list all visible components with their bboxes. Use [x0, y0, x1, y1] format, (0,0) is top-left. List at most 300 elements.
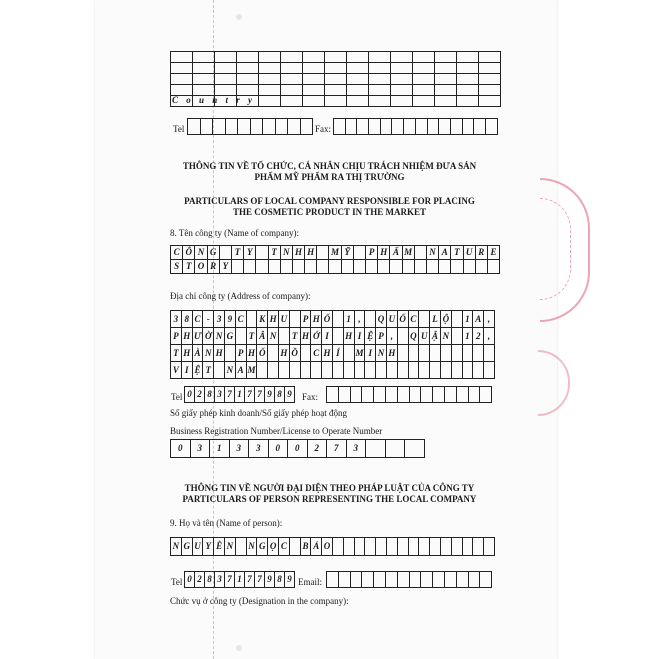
- letter-box[interactable]: 8: [205, 387, 215, 403]
- letter-box[interactable]: [480, 572, 492, 588]
- letter-box[interactable]: R: [208, 260, 220, 274]
- letter-box[interactable]: I: [182, 362, 193, 379]
- letter-box[interactable]: [236, 538, 247, 556]
- letter-box[interactable]: 0: [288, 440, 308, 458]
- letter-box[interactable]: ,: [484, 328, 495, 345]
- letter-box[interactable]: [479, 63, 501, 74]
- letter-box[interactable]: [281, 260, 293, 274]
- letter-box[interactable]: A: [439, 246, 451, 260]
- letter-box[interactable]: H: [322, 345, 333, 362]
- letter-box[interactable]: [325, 63, 347, 74]
- letter-box[interactable]: R: [476, 246, 488, 260]
- letter-box[interactable]: [247, 311, 258, 328]
- letter-box[interactable]: 9: [285, 387, 295, 403]
- letter-box[interactable]: [303, 74, 325, 85]
- letter-box[interactable]: [256, 246, 268, 260]
- tel-field-empty[interactable]: [187, 118, 313, 135]
- letter-box[interactable]: 7: [225, 387, 235, 403]
- letter-box[interactable]: [279, 328, 290, 345]
- letter-box[interactable]: 9: [225, 311, 236, 328]
- letter-box[interactable]: [386, 440, 406, 458]
- letter-box[interactable]: N: [376, 345, 387, 362]
- letter-box[interactable]: [398, 345, 409, 362]
- letter-box[interactable]: [430, 362, 441, 379]
- person-tel-field[interactable]: [184, 571, 295, 588]
- letter-box[interactable]: [369, 119, 381, 135]
- letter-box[interactable]: [201, 119, 214, 135]
- letter-box[interactable]: T: [290, 328, 301, 345]
- letter-box[interactable]: [473, 345, 484, 362]
- letter-box[interactable]: [445, 572, 457, 588]
- letter-box[interactable]: [259, 96, 281, 107]
- letter-box[interactable]: H: [301, 328, 312, 345]
- letter-box[interactable]: T: [203, 362, 214, 379]
- letter-box[interactable]: [473, 538, 484, 556]
- letter-box[interactable]: [351, 572, 363, 588]
- letter-box[interactable]: [215, 63, 237, 74]
- letter-box[interactable]: H: [247, 345, 258, 362]
- letter-box[interactable]: [374, 572, 386, 588]
- letter-box[interactable]: [327, 387, 339, 403]
- letter-box[interactable]: [333, 362, 344, 379]
- letter-box[interactable]: H: [214, 345, 225, 362]
- letter-box[interactable]: [451, 119, 463, 135]
- letter-box[interactable]: [452, 345, 463, 362]
- letter-box[interactable]: [479, 96, 501, 107]
- letter-box[interactable]: [259, 74, 281, 85]
- letter-box[interactable]: Ệ: [365, 328, 376, 345]
- letter-box[interactable]: 1: [235, 387, 245, 403]
- letter-box[interactable]: [441, 362, 452, 379]
- letter-box[interactable]: [476, 260, 488, 274]
- letter-box[interactable]: M: [355, 345, 366, 362]
- letter-box[interactable]: Q: [376, 311, 387, 328]
- letter-box[interactable]: [484, 345, 495, 362]
- letter-box[interactable]: N: [268, 328, 279, 345]
- letter-box[interactable]: 1: [210, 440, 230, 458]
- letter-box[interactable]: [193, 74, 215, 85]
- letter-box[interactable]: [311, 362, 322, 379]
- letter-box[interactable]: [409, 345, 420, 362]
- letter-box[interactable]: [276, 119, 289, 135]
- letter-box[interactable]: N: [214, 328, 225, 345]
- letter-box[interactable]: U: [419, 328, 430, 345]
- letter-box[interactable]: [281, 74, 303, 85]
- letter-box[interactable]: 1: [344, 311, 355, 328]
- letter-box[interactable]: U: [464, 246, 476, 260]
- letter-box[interactable]: [333, 538, 344, 556]
- letter-box[interactable]: [301, 119, 314, 135]
- letter-box[interactable]: Ư: [193, 328, 204, 345]
- letter-box[interactable]: E: [488, 246, 500, 260]
- letter-box[interactable]: [269, 260, 281, 274]
- letter-box[interactable]: 3: [171, 311, 182, 328]
- letter-box[interactable]: 7: [225, 572, 235, 588]
- letter-box[interactable]: [281, 85, 303, 96]
- company-fax-field[interactable]: [326, 386, 492, 403]
- letter-box[interactable]: ,: [355, 311, 366, 328]
- letter-box[interactable]: 7: [245, 572, 255, 588]
- letter-box[interactable]: [413, 74, 435, 85]
- letter-box[interactable]: [344, 362, 355, 379]
- letter-box[interactable]: [457, 52, 479, 63]
- letter-box[interactable]: 1: [463, 311, 474, 328]
- letter-box[interactable]: [281, 63, 303, 74]
- letter-box[interactable]: [325, 85, 347, 96]
- letter-box[interactable]: C: [171, 246, 183, 260]
- letter-box[interactable]: [387, 362, 398, 379]
- letter-box[interactable]: [419, 345, 430, 362]
- letter-box[interactable]: [237, 63, 259, 74]
- letter-box[interactable]: U: [279, 311, 290, 328]
- letter-box[interactable]: [226, 119, 239, 135]
- letter-box[interactable]: [365, 538, 376, 556]
- letter-box[interactable]: U: [193, 538, 204, 556]
- letter-box[interactable]: [376, 538, 387, 556]
- letter-box[interactable]: [214, 362, 225, 379]
- letter-box[interactable]: Ớ: [311, 328, 322, 345]
- letter-box[interactable]: [391, 96, 413, 107]
- letter-box[interactable]: G: [225, 328, 236, 345]
- letter-box[interactable]: [479, 85, 501, 96]
- person-name-field[interactable]: [170, 537, 495, 556]
- letter-box[interactable]: [435, 63, 457, 74]
- letter-box[interactable]: Y: [203, 538, 214, 556]
- letter-box[interactable]: [463, 119, 475, 135]
- letter-box[interactable]: [484, 538, 495, 556]
- letter-box[interactable]: [435, 96, 457, 107]
- letter-box[interactable]: [369, 96, 391, 107]
- letter-box[interactable]: 7: [255, 572, 265, 588]
- letter-box[interactable]: Y: [244, 246, 256, 260]
- letter-box[interactable]: 3: [191, 440, 211, 458]
- letter-box[interactable]: [268, 362, 279, 379]
- letter-box[interactable]: H: [268, 311, 279, 328]
- letter-box[interactable]: [376, 362, 387, 379]
- letter-box[interactable]: [386, 387, 398, 403]
- letter-box[interactable]: [303, 52, 325, 63]
- letter-box[interactable]: [347, 96, 369, 107]
- letter-box[interactable]: [303, 63, 325, 74]
- letter-box[interactable]: [171, 74, 193, 85]
- letter-box[interactable]: [301, 345, 312, 362]
- letter-box[interactable]: [409, 538, 420, 556]
- letter-box[interactable]: [333, 311, 344, 328]
- letter-box[interactable]: [403, 260, 415, 274]
- letter-box[interactable]: [290, 362, 301, 379]
- letter-box[interactable]: N: [441, 328, 452, 345]
- letter-box[interactable]: [387, 538, 398, 556]
- letter-box[interactable]: Ỹ: [342, 246, 354, 260]
- letter-box[interactable]: [215, 74, 237, 85]
- letter-box[interactable]: C: [409, 311, 420, 328]
- letter-box[interactable]: P: [236, 345, 247, 362]
- letter-box[interactable]: 1: [463, 328, 474, 345]
- letter-box[interactable]: Ả: [311, 538, 322, 556]
- letter-box[interactable]: [325, 74, 347, 85]
- letter-box[interactable]: [419, 362, 430, 379]
- letter-box[interactable]: [347, 85, 369, 96]
- letter-box[interactable]: Ồ: [290, 345, 301, 362]
- letter-box[interactable]: [428, 119, 440, 135]
- letter-box[interactable]: [325, 52, 347, 63]
- letter-box[interactable]: [362, 387, 374, 403]
- letter-box[interactable]: [366, 440, 386, 458]
- letter-box[interactable]: [469, 572, 481, 588]
- letter-box[interactable]: H: [311, 311, 322, 328]
- letter-box[interactable]: N: [195, 246, 207, 260]
- letter-box[interactable]: [479, 52, 501, 63]
- letter-box[interactable]: [355, 362, 366, 379]
- letter-box[interactable]: [293, 260, 305, 274]
- letter-box[interactable]: [369, 74, 391, 85]
- letter-box[interactable]: [327, 572, 339, 588]
- letter-box[interactable]: [346, 119, 358, 135]
- letter-box[interactable]: Ố: [398, 311, 409, 328]
- letter-box[interactable]: [390, 260, 402, 274]
- letter-box[interactable]: [237, 52, 259, 63]
- letter-box[interactable]: [381, 119, 393, 135]
- letter-box[interactable]: N: [247, 538, 258, 556]
- letter-box[interactable]: M: [403, 246, 415, 260]
- letter-box[interactable]: 2: [195, 387, 205, 403]
- letter-box[interactable]: [188, 119, 201, 135]
- letter-box[interactable]: [354, 260, 366, 274]
- letter-box[interactable]: [303, 85, 325, 96]
- letter-box[interactable]: 3: [214, 311, 225, 328]
- letter-box[interactable]: [339, 387, 351, 403]
- letter-box[interactable]: H: [279, 345, 290, 362]
- letter-box[interactable]: [386, 572, 398, 588]
- letter-box[interactable]: Ậ: [430, 328, 441, 345]
- letter-box[interactable]: [457, 63, 479, 74]
- letter-box[interactable]: T: [232, 246, 244, 260]
- letter-box[interactable]: [398, 538, 409, 556]
- letter-box[interactable]: Y: [220, 260, 232, 274]
- letter-box[interactable]: [474, 119, 486, 135]
- letter-box[interactable]: [433, 572, 445, 588]
- letter-box[interactable]: [357, 119, 369, 135]
- letter-box[interactable]: [441, 345, 452, 362]
- letter-box[interactable]: 1: [235, 572, 245, 588]
- letter-box[interactable]: [303, 96, 325, 107]
- letter-box[interactable]: C: [236, 311, 247, 328]
- letter-box[interactable]: C: [311, 345, 322, 362]
- letter-box[interactable]: Ộ: [441, 311, 452, 328]
- letter-box[interactable]: ,: [387, 328, 398, 345]
- letter-box[interactable]: [290, 538, 301, 556]
- letter-box[interactable]: [463, 345, 474, 362]
- letter-box[interactable]: T: [183, 260, 195, 274]
- letter-box[interactable]: [333, 328, 344, 345]
- letter-box[interactable]: 7: [327, 440, 347, 458]
- letter-box[interactable]: Ô: [183, 246, 195, 260]
- letter-box[interactable]: [351, 387, 363, 403]
- letter-box[interactable]: 8: [182, 311, 193, 328]
- letter-box[interactable]: M: [329, 246, 341, 260]
- letter-box[interactable]: [281, 52, 303, 63]
- letter-box[interactable]: [488, 260, 500, 274]
- letter-box[interactable]: [392, 119, 404, 135]
- letter-box[interactable]: [413, 85, 435, 96]
- letter-box[interactable]: [452, 362, 463, 379]
- letter-box[interactable]: [362, 572, 374, 588]
- letter-box[interactable]: [398, 572, 410, 588]
- letter-box[interactable]: V: [171, 362, 182, 379]
- letter-box[interactable]: [398, 362, 409, 379]
- letter-box[interactable]: [457, 572, 469, 588]
- letter-box[interactable]: [171, 52, 193, 63]
- letter-box[interactable]: C: [279, 538, 290, 556]
- letter-box[interactable]: [244, 260, 256, 274]
- company-tel-field[interactable]: [184, 386, 295, 403]
- letter-box[interactable]: [457, 387, 469, 403]
- letter-box[interactable]: [391, 85, 413, 96]
- letter-box[interactable]: L: [430, 311, 441, 328]
- letter-box[interactable]: N: [427, 246, 439, 260]
- letter-box[interactable]: [374, 387, 386, 403]
- letter-box[interactable]: [457, 74, 479, 85]
- letter-box[interactable]: [410, 572, 422, 588]
- letter-box[interactable]: [463, 538, 474, 556]
- letter-box[interactable]: 0: [269, 440, 289, 458]
- letter-box[interactable]: [237, 74, 259, 85]
- letter-box[interactable]: [365, 362, 376, 379]
- letter-box[interactable]: I: [322, 328, 333, 345]
- letter-box[interactable]: P: [171, 328, 182, 345]
- letter-box[interactable]: 7: [245, 387, 255, 403]
- letter-box[interactable]: T: [451, 246, 463, 260]
- letter-box[interactable]: [225, 345, 236, 362]
- letter-box[interactable]: [484, 362, 495, 379]
- letter-box[interactable]: T: [269, 246, 281, 260]
- letter-box[interactable]: [213, 119, 226, 135]
- letter-box[interactable]: [457, 85, 479, 96]
- letter-box[interactable]: [433, 387, 445, 403]
- letter-box[interactable]: N: [225, 362, 236, 379]
- letter-box[interactable]: I: [365, 345, 376, 362]
- letter-box[interactable]: A: [236, 362, 247, 379]
- letter-box[interactable]: Ờ: [203, 328, 214, 345]
- letter-box[interactable]: 9: [265, 387, 275, 403]
- letter-box[interactable]: [281, 96, 303, 107]
- letter-box[interactable]: [439, 119, 451, 135]
- letter-box[interactable]: [452, 328, 463, 345]
- letter-box[interactable]: [317, 260, 329, 274]
- letter-box[interactable]: [445, 387, 457, 403]
- letter-box[interactable]: H: [344, 328, 355, 345]
- letter-box[interactable]: [322, 362, 333, 379]
- letter-box[interactable]: [355, 538, 366, 556]
- letter-box[interactable]: [391, 63, 413, 74]
- letter-box[interactable]: À: [193, 345, 204, 362]
- letter-box[interactable]: M: [247, 362, 258, 379]
- letter-box[interactable]: [464, 260, 476, 274]
- letter-box[interactable]: [325, 96, 347, 107]
- letter-box[interactable]: [305, 260, 317, 274]
- letter-box[interactable]: Ọ: [268, 538, 279, 556]
- letter-box[interactable]: [259, 52, 281, 63]
- letter-box[interactable]: Ố: [257, 345, 268, 362]
- letter-box[interactable]: [369, 63, 391, 74]
- letter-box[interactable]: G: [208, 246, 220, 260]
- letter-box[interactable]: O: [195, 260, 207, 274]
- letter-box[interactable]: Ố: [322, 311, 333, 328]
- letter-box[interactable]: 2: [308, 440, 328, 458]
- letter-box[interactable]: A: [473, 311, 484, 328]
- letter-box[interactable]: [473, 362, 484, 379]
- letter-box[interactable]: 3: [215, 387, 225, 403]
- letter-box[interactable]: [215, 52, 237, 63]
- license-number-field[interactable]: [170, 439, 425, 458]
- letter-box[interactable]: [339, 572, 351, 588]
- letter-box[interactable]: [236, 328, 247, 345]
- letter-box[interactable]: [290, 311, 301, 328]
- letter-box[interactable]: [463, 362, 474, 379]
- letter-box[interactable]: [268, 345, 279, 362]
- letter-box[interactable]: [259, 63, 281, 74]
- letter-box[interactable]: [347, 52, 369, 63]
- letter-box[interactable]: [251, 119, 264, 135]
- letter-box[interactable]: [404, 119, 416, 135]
- letter-box[interactable]: C: [193, 311, 204, 328]
- letter-box[interactable]: [398, 328, 409, 345]
- letter-box[interactable]: Q: [409, 328, 420, 345]
- letter-box[interactable]: [344, 345, 355, 362]
- letter-box[interactable]: P: [376, 328, 387, 345]
- letter-box[interactable]: -: [203, 311, 214, 328]
- letter-box[interactable]: [457, 96, 479, 107]
- letter-box[interactable]: Ễ: [214, 538, 225, 556]
- letter-box[interactable]: 3: [215, 572, 225, 588]
- letter-box[interactable]: [334, 119, 346, 135]
- letter-box[interactable]: [220, 246, 232, 260]
- company-address-field[interactable]: [170, 310, 495, 379]
- letter-box[interactable]: I: [355, 328, 366, 345]
- letter-box[interactable]: [435, 52, 457, 63]
- letter-box[interactable]: [427, 260, 439, 274]
- letter-box[interactable]: U: [387, 311, 398, 328]
- letter-box[interactable]: 8: [275, 572, 285, 588]
- letter-box[interactable]: T: [247, 328, 258, 345]
- letter-box[interactable]: [171, 63, 193, 74]
- letter-box[interactable]: [451, 260, 463, 274]
- letter-box[interactable]: 3: [347, 440, 367, 458]
- letter-box[interactable]: [193, 63, 215, 74]
- letter-box[interactable]: 2: [473, 328, 484, 345]
- letter-box[interactable]: [421, 387, 433, 403]
- letter-box[interactable]: [439, 260, 451, 274]
- letter-box[interactable]: ,: [484, 311, 495, 328]
- letter-box[interactable]: [279, 362, 290, 379]
- letter-box[interactable]: [301, 362, 312, 379]
- letter-box[interactable]: [419, 311, 430, 328]
- letter-box[interactable]: [452, 538, 463, 556]
- letter-box[interactable]: [238, 119, 251, 135]
- letter-box[interactable]: H: [378, 246, 390, 260]
- letter-box[interactable]: [413, 52, 435, 63]
- letter-box[interactable]: P: [301, 311, 312, 328]
- letter-box[interactable]: [416, 119, 428, 135]
- letter-box[interactable]: [413, 96, 435, 107]
- letter-box[interactable]: N: [203, 345, 214, 362]
- letter-box[interactable]: [479, 74, 501, 85]
- letter-box[interactable]: H: [182, 328, 193, 345]
- fax-field-empty[interactable]: [333, 118, 498, 135]
- letter-box[interactable]: [486, 119, 498, 135]
- letter-box[interactable]: P: [366, 246, 378, 260]
- letter-box[interactable]: 3: [230, 440, 250, 458]
